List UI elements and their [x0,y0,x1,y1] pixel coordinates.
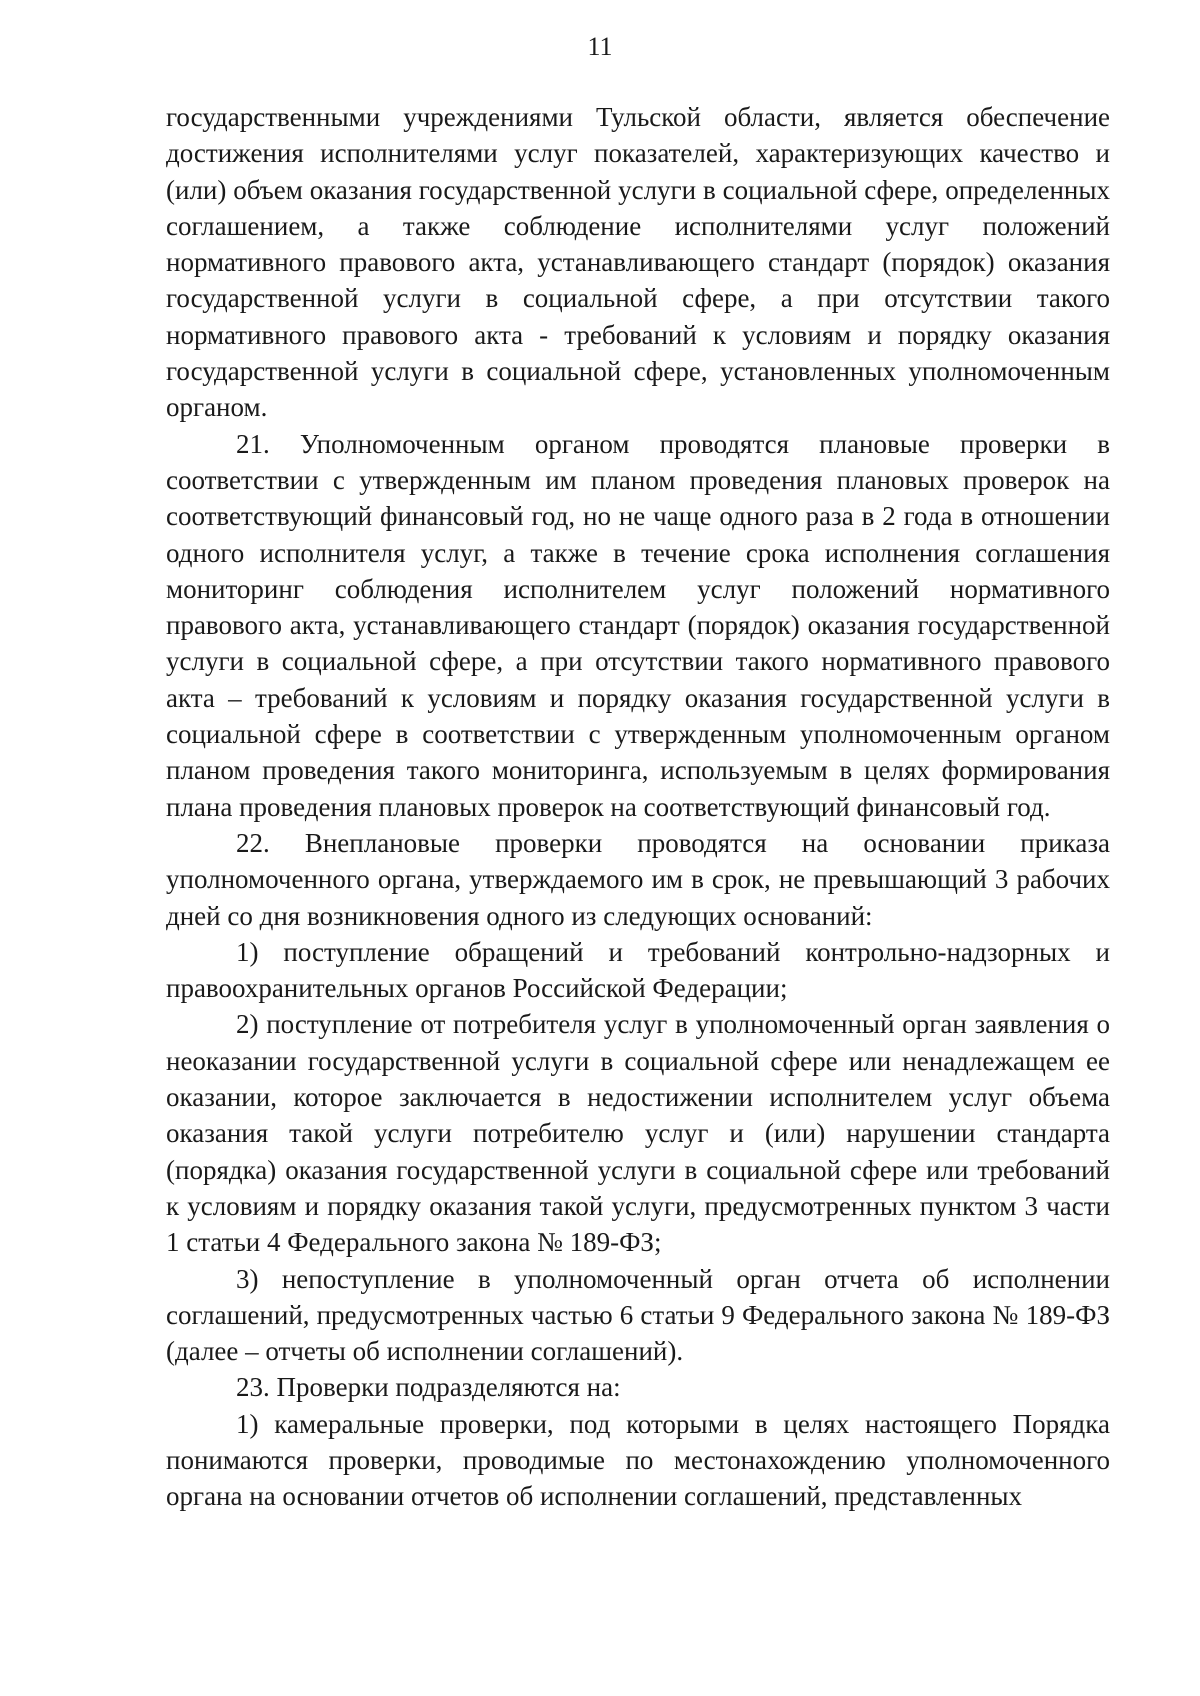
paragraph-clause-21: 21. Уполномоченным органом проводятся плановые проверки в соответствии с утвержденным им планом проведения плановых проверок на соответствующий финансовый год, но не чаще одного раза в 2 года в отношении одного исполнителя услуг, а также в течение срока исполнения соглашения мониторинг соблюдения исполнителем услуг положений нормативного правового акта, устанавливающего стандарт (порядок) оказания государственной услуги в социальной сфере, а при отсутствии такого нормативного правового акта – требований к условиям и порядку оказания государственной услуги в социальной сфере в соответствии с утвержденным уполномоченным органом планом проведения такого мониторинга, используемым в целях формирования плана проведения плановых проверок на соответствующий финансовый год. [166,428,1110,822]
paragraph-clause-23: 23. Проверки подразделяются на: [236,1372,621,1403]
paragraph-clause-22: 22. Внеплановые проверки проводятся на основании приказа уполномоченного органа, утверждаемого им в срок, не превышающий 3 рабочих дней со дня возникновения одного из следующих оснований: [166,827,1110,931]
paragraph-clause-23-item-1: 1) камеральные проверки, под которыми в целях настоящего Порядка понимаются проверки, проводимые по местонахождению уполномоченного органа на основании отчетов об исполнении соглашений, представленных [166,1408,1110,1512]
page-number: 11 [587,32,613,61]
paragraph-clause-22-item-3: 3) непоступление в уполномоченный орган отчета об исполнении соглашений, предусмотренных частью 6 статьи 9 Федерального закона № 189-ФЗ (далее – отчеты об исполнении соглашений). [166,1263,1110,1367]
paragraph-clause-22-item-1: 1) поступление обращений и требований контрольно-надзорных и правоохранительных органов Российской Федерации; [166,936,1110,1004]
paragraph-continuation: государственными учреждениями Тульской области, является обеспечение достижения исполнителями услуг показателей, характеризующих качество и (или) объем оказания государственной услуги в социальной сфере, определенных соглашением, а также соблюдение исполнителями услуг положений нормативного правового акта, устанавливающего стандарт (порядок) оказания государственной услуги в социальной сфере, а при отсутствии такого нормативного правового акта - требований к условиям и порядку оказания государственной услуги в социальной сфере, установленных уполномоченным органом. [166,102,1110,423]
document-body [166,99,1110,1515]
paragraph-clause-22-item-2: 2) поступление от потребителя услуг в уполномоченный орган заявления о неоказании государственной услуги в социальной сфере или ненадлежащем ее оказании, которое заключается в недостижении исполнителем услуг объема оказания такой услуги потребителю услуг и (или) нарушении стандарта (порядка) оказания государственной услуги в социальной сфере или требований к условиям и порядку оказания такой услуги, предусмотренных пунктом 3 части 1 статьи 4 Федерального закона № 189-ФЗ; [166,1009,1110,1258]
